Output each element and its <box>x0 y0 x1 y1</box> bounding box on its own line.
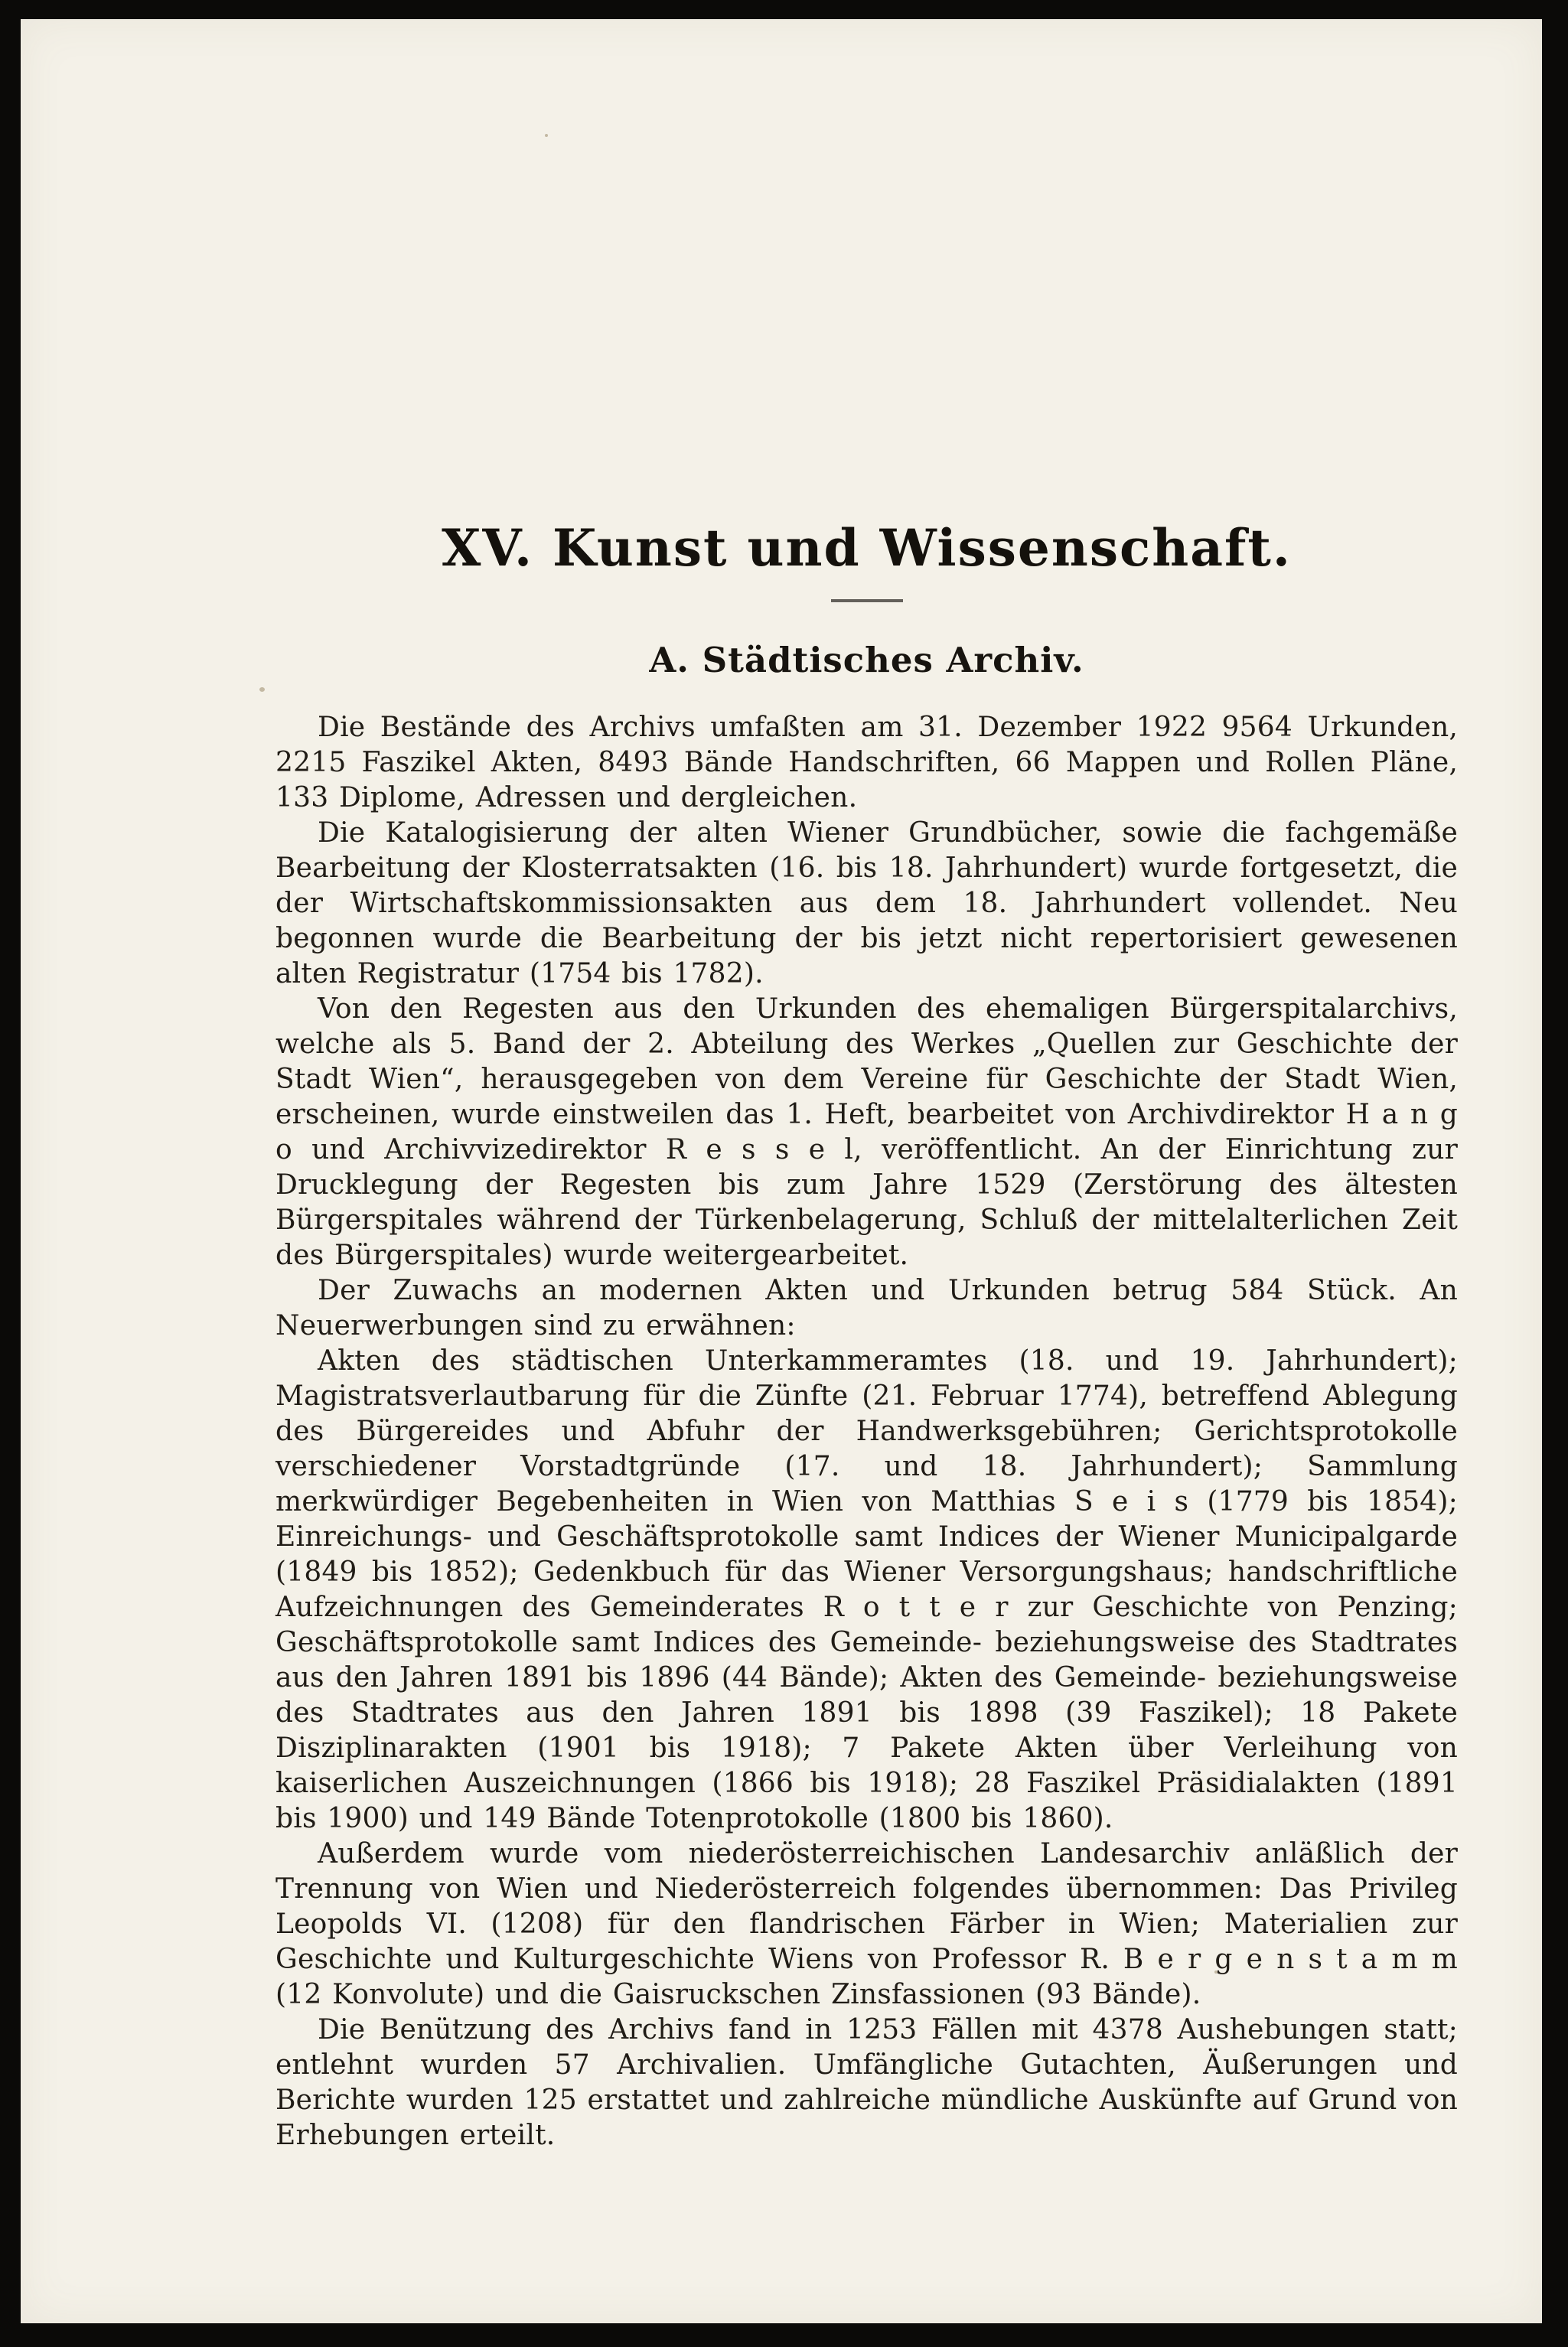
paragraph-holdings: Die Bestände des Archivs umfaßten am 31. Dezember 1922 9564 Urkunden, 2215 Faszikel Akten, 8493 Bände Handschriften, 66 Mappen und Rollen Pläne, 133 Diplome, Adressen und dergleichen. <box>275 712 1458 814</box>
section-heading: A. Städtisches Archiv. <box>649 639 1084 680</box>
body-text <box>275 710 1458 2153</box>
document-page <box>21 19 1542 2323</box>
paragraph-neuerwerbungen: Akten des städtischen Unterkammeramtes (18. und 19. Jahrhundert); Magistratsverlautbarung für die Zünfte (21. Februar 1774), betreffend Ablegung des Bürgereides und Abfuhr der Handwerksgebühren; Gerichtsprotokolle verschiedener Vorstadtgründe (17. und 18. Jahrhundert); Sammlung merkwürdiger Begebenheiten in Wien von Matthias S e i s (1779 bis 1854); Einreichungs- und Geschäftsprotokolle samt Indices der Wiener Municipalgarde (1849 bis 1852); Gedenkbuch für das Wiener Versorgungshaus; handschriftliche Aufzeichnungen des Gemeinderates R o t t e r zur Geschichte von Penzing; Geschäftsprotokolle samt Indices des Gemeinde- beziehungsweise des Stadtrates aus den Jahren 1891 bis 1896 (44 Bände); Akten des Gemeinde- beziehungsweise des Stadtrates aus den Jahren 1891 bis 1898 (39 Faszikel); 18 Pakete Disziplinarakten (1901 bis 1918); 7 Pakete Akten über Verleihung von kaiserlichen Auszeichnungen (1866 bis 1918); 28 Faszikel Präsidialakten (1891 bis 1900) und 149 Bände Totenprotokolle (1800 bis 1860). <box>275 1345 1458 1835</box>
paragraph-cataloguing: Die Katalogisierung der alten Wiener Grundbücher, sowie die fachgemäße Bearbeitung der Klosterratsakten (16. bis 18. Jahrhundert) wurde fortgesetzt, die der Wirtschaftskommissionsakten aus dem 18. Jahrhundert vollendet. Neu begonnen wurde die Bearbeitung der bis jetzt nicht repertorisiert gewesenen alten Registratur (1754 bis 1782). <box>275 817 1458 990</box>
scan-speck <box>259 687 265 692</box>
text-block <box>275 19 1458 2153</box>
paragraph-landesarchiv: Außerdem wurde vom niederösterreichischen Landesarchiv anläßlich der Trennung von Wien und Niederösterreich folgendes übernommen: Das Privileg Leopolds VI. (1208) für den flandrischen Färber in Wien; Materialien zur Geschichte und Kulturgeschichte Wiens von Professor R. B e r g e n s t a m m (12 Konvolute) und die Gaisruckschen Zinsfassionen (93 Bände). <box>275 1838 1458 2011</box>
paragraph-zuwachs: Der Zuwachs an modernen Akten und Urkunden betrug 584 Stück. An Neuerwerbungen sind zu erwähnen: <box>275 1275 1458 1342</box>
paragraph-benuetzung: Die Benützung des Archivs fand in 1253 Fällen mit 4378 Aushebungen statt; entlehnt wurden 57 Archivalien. Umfängliche Gutachten, Äußerungen und Berichte wurden 125 erstattet und zahlreiche mündliche Auskünfte auf Grund von Erhebungen erteilt. <box>275 2014 1458 2152</box>
chapter-title: XV. Kunst und Wissenschaft. <box>442 518 1292 578</box>
paragraph-regesten: Von den Regesten aus den Urkunden des ehemaligen Bürgerspitalarchivs, welche als 5. Band der 2. Abteilung des Werkes „Quellen zur Geschichte der Stadt Wien“, herausgegeben von dem Vereine für Geschichte der Stadt Wien, erscheinen, wurde einstweilen das 1. Heft, bearbeitet von Archivdirektor H a n g o und Archivvizedirektor R e s s e l, veröffentlicht. An der Einrichtung zur Drucklegung der Regesten bis zum Jahre 1529 (Zerstörung des ältesten Bürgerspitales während der Türkenbelagerung, Schluß der mittelalterlichen Zeit des Bürgerspitales) wurde weitergearbeitet. <box>275 993 1458 1272</box>
title-separator-rule <box>831 599 903 602</box>
